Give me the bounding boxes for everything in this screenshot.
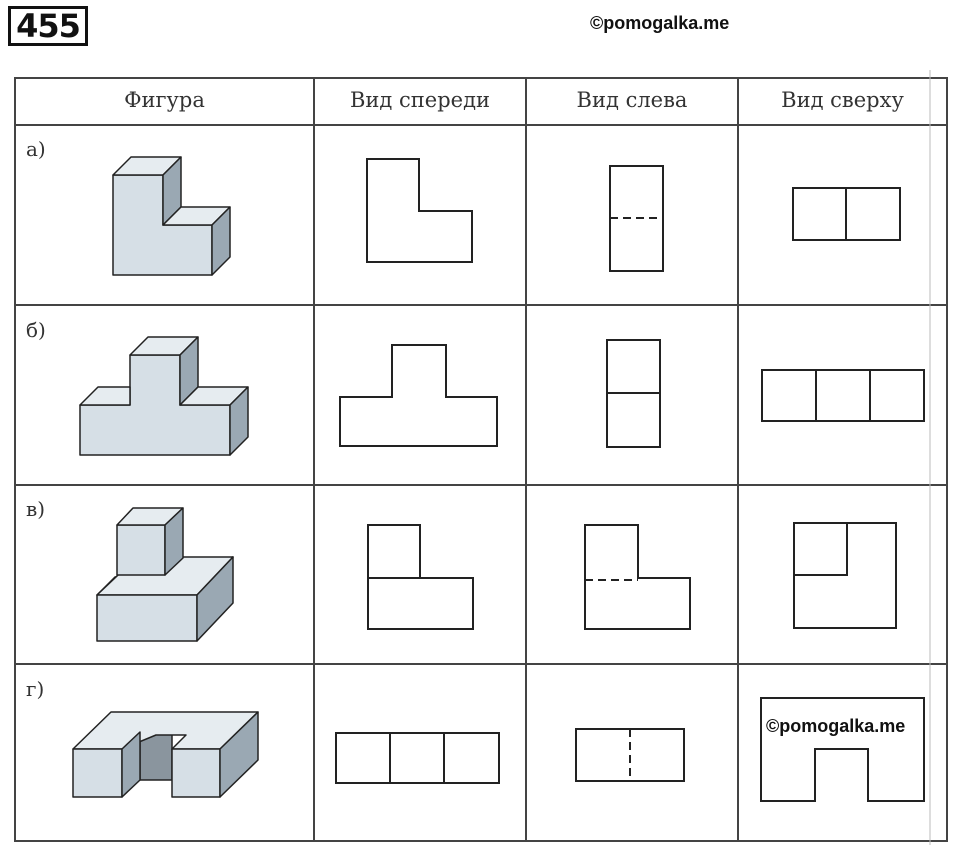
header-front-view: Вид спереди [349, 88, 491, 112]
watermark-cell: ©pomogalka.me [766, 716, 906, 736]
header-top-view: Вид сверху [781, 88, 904, 112]
problem-number: 455 [8, 6, 88, 46]
header-left-view: Вид слева [576, 88, 688, 112]
row-label-v: в) [26, 497, 46, 521]
header-figure: Фигура [124, 88, 205, 112]
row-label-g: г) [26, 677, 45, 701]
row-label-b: б) [26, 318, 46, 342]
row-label-a: а) [26, 137, 46, 161]
watermark-top: ©pomogalka.me [590, 13, 730, 33]
